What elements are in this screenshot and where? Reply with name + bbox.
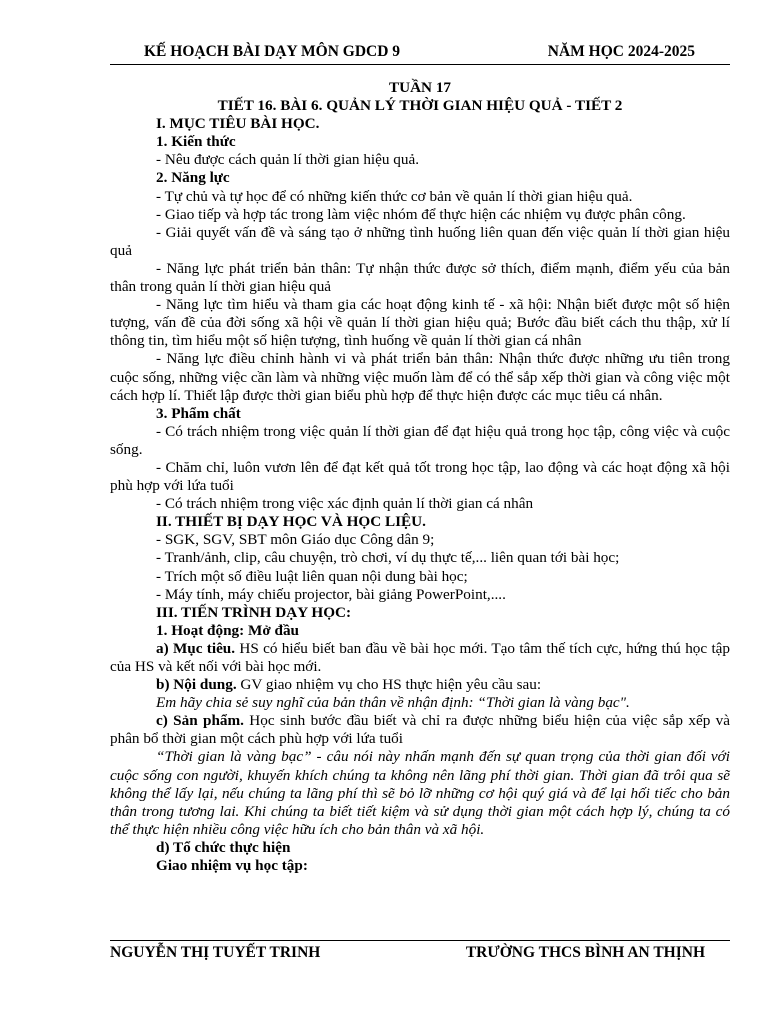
lesson-title: TIẾT 16. BÀI 6. QUẢN LÝ THỜI GIAN HIỆU QUẢ - TIẾT 2: [217, 97, 623, 115]
knowledge-item: - Nêu được cách quản lí thời gian hiệu quả.: [156, 151, 419, 169]
section-process-title: III. TIẾN TRÌNH DẠY HỌC:: [156, 603, 352, 621]
competency-item: - Giao tiếp và hợp tác trong làm việc nhóm để thực hiện các nhiệm vụ được phân công.: [156, 205, 686, 223]
page-header: [110, 43, 730, 63]
product-answer: “Thời gian là vàng bạc” - câu nói này nhấn mạnh đến sự quan trọng của thời gian đối với cuộc sống con người, khuyến khích chúng ta không nên lãng phí thời gian. Thời gian đã trôi qua sẽ không thể lấy lại, nếu chúng ta lãng phí thì sẽ bỏ lỡ những cơ hội quý giá và để lại hối tiếc cho bản thân trong tương lai. Khi chúng ta biết tiết kiệm và sử dụng thời gian một cách hợp lý, chúng ta có thể thực hiện nhiều công việc hữu ích cho bản thân và xã hội.: [110, 748, 730, 838]
product-label: c) Sản phẩm.: [156, 712, 244, 730]
header-subject: KẾ HOẠCH BÀI DẠY MÔN GDCD 9: [144, 43, 401, 60]
competency-item: - Năng lực phát triển bản thân: Tự nhận thức được sở thích, điểm mạnh, điểm yếu của bản thân trong quản lí thời gian hiệu quả: [110, 259, 730, 296]
competency-item: - Năng lực điều chỉnh hành vi và phát triển bản thân: Nhận thức được những ưu tiên trong cuộc sống, những việc cần làm và những việc muốn làm để có thể sắp xếp thời gian và công việc một cách hợp lí. Thiết lập được thời gian biểu phù hợp để thực hiện được các mục tiêu cá nhân.: [110, 350, 730, 404]
competency-heading: 2. Năng lực: [156, 169, 230, 187]
document-body: [110, 79, 730, 875]
objective-label: a) Mục tiêu.: [156, 639, 236, 657]
materials-item: - Tranh/ảnh, clip, câu chuyện, trò chơi, ví dụ thực tế,... liên quan tới bài học;: [156, 549, 620, 567]
quality-heading: 3. Phẩm chất: [156, 404, 241, 422]
materials-item: - SGK, SGV, SBT môn Giáo dục Công dân 9;: [156, 531, 435, 549]
objective-text: HS có hiểu biết ban đầu về bài học mới. Tạo tâm thế tích cực, hứng thú học tập của HS và kết nối với bài học mới.: [110, 639, 731, 675]
content-paragraph: [110, 676, 730, 694]
header-rule: [110, 64, 730, 65]
quality-item: - Chăm chỉ, luôn vươn lên để đạt kết quả tốt trong học tập, lao động và các hoạt động xã hội phù hợp với lứa tuổi: [110, 458, 730, 495]
organization-heading: d) Tổ chức thực hiện: [156, 838, 291, 856]
header-school-year: NĂM HỌC 2024-2025: [547, 43, 695, 60]
week-heading: TUẦN 17: [388, 79, 452, 96]
section-objectives-title: I. MỤC TIÊU BÀI HỌC.: [156, 115, 320, 133]
objective-paragraph: [110, 640, 730, 676]
product-paragraph: [110, 712, 730, 748]
assign-task-heading: Giao nhiệm vụ học tập:: [156, 857, 308, 875]
footer-rule: [110, 940, 730, 941]
footer-teacher: NGUYỄN THỊ TUYẾT TRINH: [110, 944, 321, 961]
quality-item: - Có trách nhiệm trong việc quản lí thời gian để đạt hiệu quả trong học tập, công việc và cuộc sống.: [110, 422, 730, 458]
page-footer: [110, 944, 730, 964]
competency-item: - Tự chủ và tự học để có những kiến thức cơ bản về quản lí thời gian hiệu quả.: [156, 187, 633, 205]
footer-school: TRƯỜNG THCS BÌNH AN THỊNH: [465, 944, 705, 961]
knowledge-heading: 1. Kiến thức: [156, 133, 236, 151]
product-text: Học sinh bước đầu biết và chỉ ra được những biểu hiện của việc sắp xếp và phân bổ thời gian một cách phù hợp với lứa tuổi: [110, 712, 730, 748]
section-materials-title: II. THIẾT BỊ DẠY HỌC VÀ HỌC LIỆU.: [156, 513, 426, 531]
competency-item: - Giải quyết vấn đề và sáng tạo ở những tình huống liên quan đến việc quản lí thời gian hiệu quả: [110, 223, 730, 259]
content-label: b) Nội dung.: [156, 676, 237, 694]
quality-item: - Có trách nhiệm trong việc xác định quản lí thời gian cá nhân: [156, 495, 534, 513]
activity-heading: 1. Hoạt động: Mở đầu: [156, 621, 300, 639]
materials-item: - Máy tính, máy chiếu projector, bài giảng PowerPoint,....: [156, 585, 506, 603]
content-text: GV giao nhiệm vụ cho HS thực hiện yêu cầu sau:: [236, 676, 542, 694]
competency-item: - Năng lực tìm hiểu và tham gia các hoạt động kinh tế - xã hội: Nhận biết được một số hiện tượng, vấn đề của đời sống xã hội về quản lí thời gian hiệu quả; Bước đầu biết cách thu thập, xử lí thông tin, tìm hiểu một số hiện tượng, tình huống về quản lí thời gian cá nhân: [110, 296, 730, 350]
materials-item: - Trích một số điều luật liên quan nội dung bài học;: [156, 567, 468, 585]
task-prompt: Em hãy chia sẻ suy nghĩ của bản thân về nhận định: “Thời gian là vàng bạc".: [156, 694, 630, 712]
